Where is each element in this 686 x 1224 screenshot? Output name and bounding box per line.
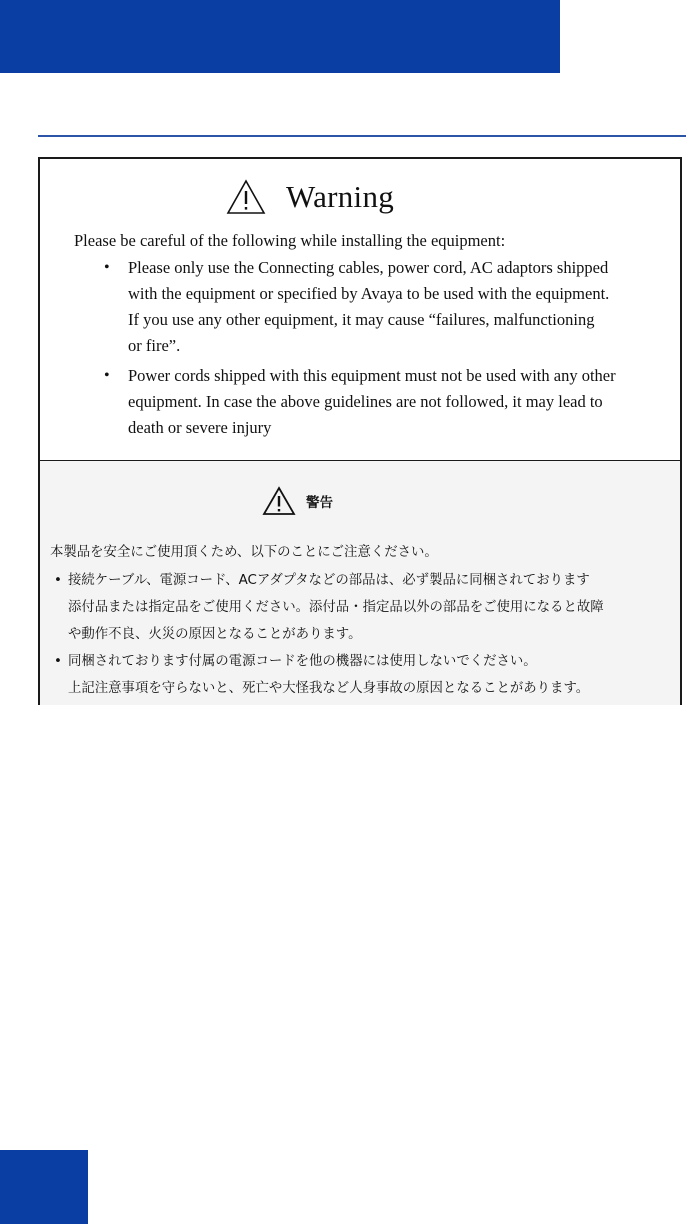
warning-intro: Please be careful of the following while installing the equipment: — [74, 231, 506, 250]
warning-jp-title: 警告 — [306, 495, 333, 511]
footer-page-tab — [0, 1150, 88, 1224]
bullet-glyph: • — [104, 367, 110, 384]
bullet-glyph: • — [104, 259, 110, 276]
warning-bullet-item — [104, 363, 664, 441]
warning-jp-bullet-item — [54, 567, 680, 648]
bullet-text-line: equipment. In case the above guidelines are not followed, it may lead to — [128, 392, 603, 411]
warning-bullet-item — [104, 255, 664, 359]
bullet-text-line: death or severe injury — [128, 418, 272, 437]
bullet-text-line: 添付品または指定品をご使用ください。添付品・指定品以外の部品をご使用になると故障 — [68, 600, 604, 615]
bullet-text-line: or fire”. — [128, 336, 181, 355]
warning-title-row — [226, 177, 394, 217]
bullet-text-line: 同梱されております付属の電源コードを他の機器には使用しないでください。 — [68, 654, 537, 669]
warning-triangle-icon — [262, 486, 296, 516]
bullet-glyph: • — [54, 573, 62, 588]
header-banner — [0, 0, 560, 73]
bullet-text-line: If you use any other equipment, it may cause “failures, malfunctioning — [128, 310, 595, 329]
warning-english-section — [40, 159, 680, 461]
bullet-text-line: 接続ケーブル、電源コード、ACアダプタなどの部品は、必ず製品に同梱されております — [68, 573, 590, 588]
warning-japanese-section — [40, 461, 680, 705]
bullet-text-line: や動作不良、火災の原因となることがあります。 — [68, 627, 362, 642]
warning-jp-bullet-list — [54, 567, 680, 702]
warning-bullet-list — [104, 255, 664, 445]
warning-jp-intro: 本製品を安全にご使用頂くため、以下のことにご注意ください。 — [50, 545, 438, 560]
header-rule — [38, 135, 686, 137]
warning-jp-bullet-item — [54, 648, 680, 702]
bullet-text-line: with the equipment or specified by Avaya to be used with the equipment. — [128, 284, 610, 303]
warning-notice-box — [38, 157, 682, 705]
bullet-text-line: Please only use the Connecting cables, power cord, AC adaptors shipped — [128, 258, 609, 277]
warning-jp-title-row — [262, 483, 333, 519]
bullet-text-line: 上記注意事項を守らないと、死亡や大怪我など人身事故の原因となることがあります。 — [68, 681, 590, 696]
warning-title: Warning — [286, 179, 395, 214]
warning-triangle-icon — [226, 179, 266, 215]
bullet-text-line: Power cords shipped with this equipment must not be used with any other — [128, 366, 616, 385]
bullet-glyph: • — [54, 654, 62, 669]
